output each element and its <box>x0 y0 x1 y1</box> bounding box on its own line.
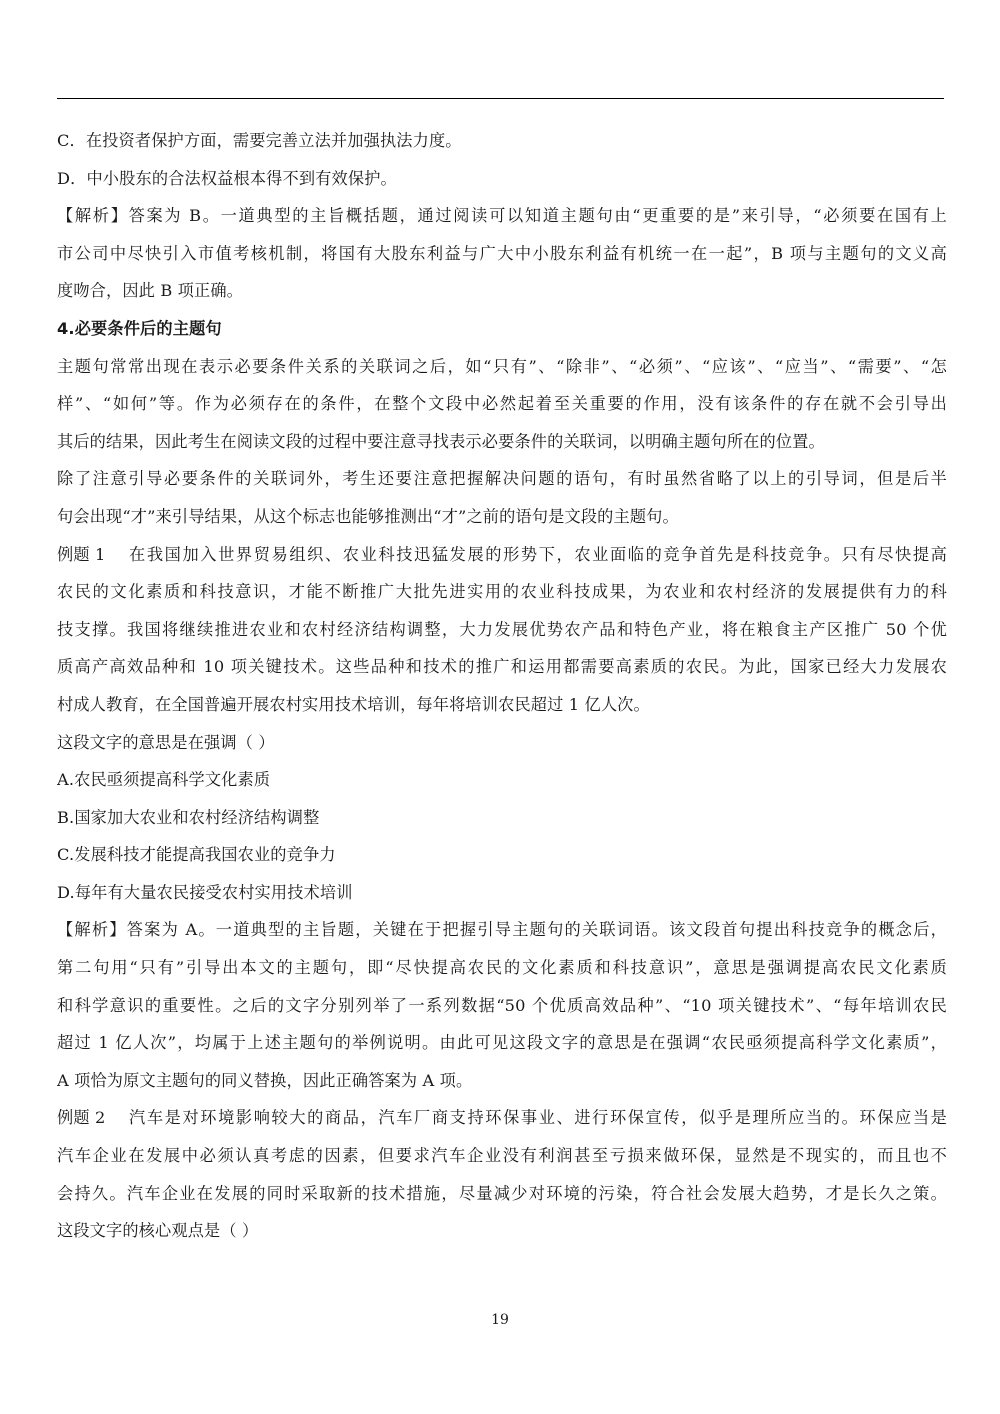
example-1-label: 例题 1 <box>57 544 106 564</box>
analysis-previous-line-3: 度吻合，因此 B 项正确。 <box>57 281 244 301</box>
intro-paragraph-line-1: 主题句常常出现在表示必要条件关系的关联词之后，如“只有”、“除非”、“必须”、“应该”、“应当”、“需要”、“怎 <box>57 356 947 376</box>
example-1-line-3: 技支撑。我国将继续推进农业和农村经济结构调整，大力发展优势农产品和特色产业，将在粮食主产区推广 50 个优 <box>57 619 947 639</box>
intro-paragraph-line-2: 样”、“如何”等。作为必须存在的条件，在整个文段中必然起着至关重要的作用，没有该条件的存在就不会引导出 <box>57 394 947 414</box>
document-body <box>57 122 947 1250</box>
example-1-option-b: B.国家加大农业和农村经济结构调整 <box>57 807 320 827</box>
example-1-line-4: 质高产高效品种和 10 项关键技术。这些品种和技术的推广和运用都需要高素质的农民。为此，国家已经大力发展农 <box>57 657 947 677</box>
example-1-analysis-line-2: 第二句用“只有”引导出本文的主题句，即“尽快提高农民的文化素质和科技意识”，意思是强调提高农民文化素质 <box>57 958 947 978</box>
example-2-text-start: 汽车是对环境影响较大的商品，汽车厂商支持环保事业、进行环保宣传，似乎是理所应当的。环保应当是 <box>129 1108 947 1128</box>
example-2-line-1 <box>57 1099 947 1137</box>
page-number: 19 <box>491 1312 509 1328</box>
example-1-analysis-line-1: 【解析】答案为 A。一道典型的主旨题，关键在于把握引导主题句的关联词语。该文段首句提出科技竞争的概念后， <box>57 920 947 940</box>
example-1-line-5: 村成人教育，在全国普遍开展农村实用技术培训，每年将培训农民超过 1 亿人次。 <box>57 694 650 714</box>
header-rule <box>57 98 944 99</box>
example-1-line-2: 农民的文化素质和科技意识，才能不断推广大批先进实用的农业科技成果，为农业和农村经济的发展提供有力的科 <box>57 582 947 602</box>
option-c-previous: C．在投资者保护方面，需要完善立法并加强执法力度。 <box>57 131 462 150</box>
analysis-previous-line-1: 【解析】答案为 B。一道典型的主旨概括题，通过阅读可以知道主题句由“更重要的是”来引导，“必须要在国有上 <box>57 206 947 226</box>
analysis-previous-line-2: 市公司中尽快引入市值考核机制，将国有大股东利益与广大中小股东利益有机统一在一起”，B 项与主题句的文义高 <box>57 243 947 263</box>
example-1-line-1 <box>57 536 947 574</box>
second-paragraph-line-2: 句会出现“才”来引导结果，从这个标志也能够推测出“才”之前的语句是文段的主题句。 <box>57 506 679 526</box>
example-1-analysis-line-3: 和科学意识的重要性。之后的文字分别列举了一系列数据“50 个优质高效品种”、“10 项关键技术”、“每年培训农民 <box>57 995 947 1015</box>
example-1-option-c: C.发展科技才能提高我国农业的竞争力 <box>57 845 336 865</box>
example-1-option-d: D.每年有大量农民接受农村实用技术培训 <box>57 882 353 902</box>
example-2-label: 例题 2 <box>57 1108 106 1128</box>
second-paragraph-line-1: 除了注意引导必要条件的关联词外，考生还要注意把握解决问题的语句，有时虽然省略了以上的引导词，但是后半 <box>57 469 947 489</box>
section-heading: 4.必要条件后的主题句 <box>57 318 222 338</box>
intro-paragraph-line-3: 其后的结果，因此考生在阅读文段的过程中要注意寻找表示必要条件的关联词，以明确主题句所在的位置。 <box>57 431 825 451</box>
example-1-text-start: 在我国加入世界贸易组织、农业科技迅猛发展的形势下，农业面临的竞争首先是科技竞争。只有尽快提高 <box>129 544 947 564</box>
option-d-previous: D．中小股东的合法权益根本得不到有效保护。 <box>57 168 397 188</box>
example-2-question: 这段文字的核心观点是（ ） <box>57 1221 259 1241</box>
example-1-option-a: A.农民亟须提高科学文化素质 <box>57 770 271 790</box>
example-2-line-2: 汽车企业在发展中必须认真考虑的因素，但要求汽车企业没有利润甚至亏损来做环保，显然是不现实的，而且也不 <box>57 1146 947 1166</box>
example-1-question: 这段文字的意思是在强调（ ） <box>57 732 275 752</box>
example-1-analysis-line-5: A 项恰为原文主题句的同义替换，因此正确答案为 A 项。 <box>57 1070 473 1090</box>
example-2-line-3: 会持久。汽车企业在发展的同时采取新的技术措施，尽量减少对环境的污染，符合社会发展大趋势，才是长久之策。 <box>57 1183 947 1203</box>
example-1-analysis-line-4: 超过 1 亿人次”，均属于上述主题句的举例说明。由此可见这段文字的意思是在强调“农民亟须提高科学文化素质”， <box>57 1033 947 1053</box>
